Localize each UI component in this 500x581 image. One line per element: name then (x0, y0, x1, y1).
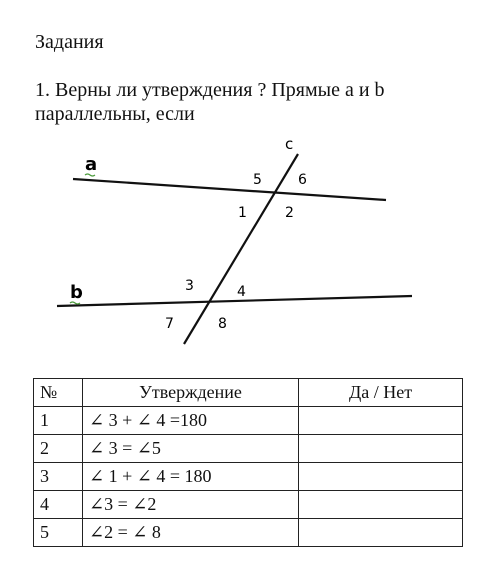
angle-label-7: 7 (165, 316, 174, 332)
answer-cell[interactable] (299, 491, 463, 519)
angle-label-1: 1 (238, 205, 247, 221)
angle-label-3: 3 (185, 278, 194, 294)
angle-label-6: 6 (298, 172, 307, 188)
angle-label-4: 4 (237, 284, 246, 300)
header-answer: Да / Нет (299, 379, 463, 407)
angle-label-8: 8 (218, 316, 227, 332)
table-row (34, 519, 463, 547)
angle-label-5: 5 (253, 172, 262, 188)
label-line-c: c (285, 135, 294, 153)
label-line-a: a (85, 154, 98, 175)
line-b (57, 296, 412, 306)
statements-table (33, 378, 463, 547)
row-statement: ∠ 3 = ∠5 (83, 435, 299, 463)
row-number: 2 (34, 435, 83, 463)
answer-cell[interactable] (299, 407, 463, 435)
table-row (34, 407, 463, 435)
angle-label-2: 2 (285, 205, 294, 221)
table-row (34, 435, 463, 463)
table-header-row (34, 379, 463, 407)
row-number: 4 (34, 491, 83, 519)
row-statement: ∠2 = ∠ 8 (83, 519, 299, 547)
table-row (34, 491, 463, 519)
row-number: 5 (34, 519, 83, 547)
row-statement: ∠ 3 + ∠ 4 =180 (83, 407, 299, 435)
answer-cell[interactable] (299, 519, 463, 547)
header-statement: Утверждение (83, 379, 299, 407)
line-c (184, 154, 298, 344)
row-number: 3 (34, 463, 83, 491)
answer-cell[interactable] (299, 435, 463, 463)
task-text: 1. Верны ли утверждения ? Прямые a и b параллельны, если (35, 79, 385, 125)
label-line-b: b (70, 282, 83, 303)
answer-cell[interactable] (299, 463, 463, 491)
row-statement: ∠ 1 + ∠ 4 = 180 (83, 463, 299, 491)
page-heading: Задания (35, 31, 104, 53)
row-number: 1 (34, 407, 83, 435)
row-statement: ∠3 = ∠2 (83, 491, 299, 519)
table-row (34, 463, 463, 491)
header-number: № (34, 379, 83, 407)
line-a (73, 179, 386, 200)
